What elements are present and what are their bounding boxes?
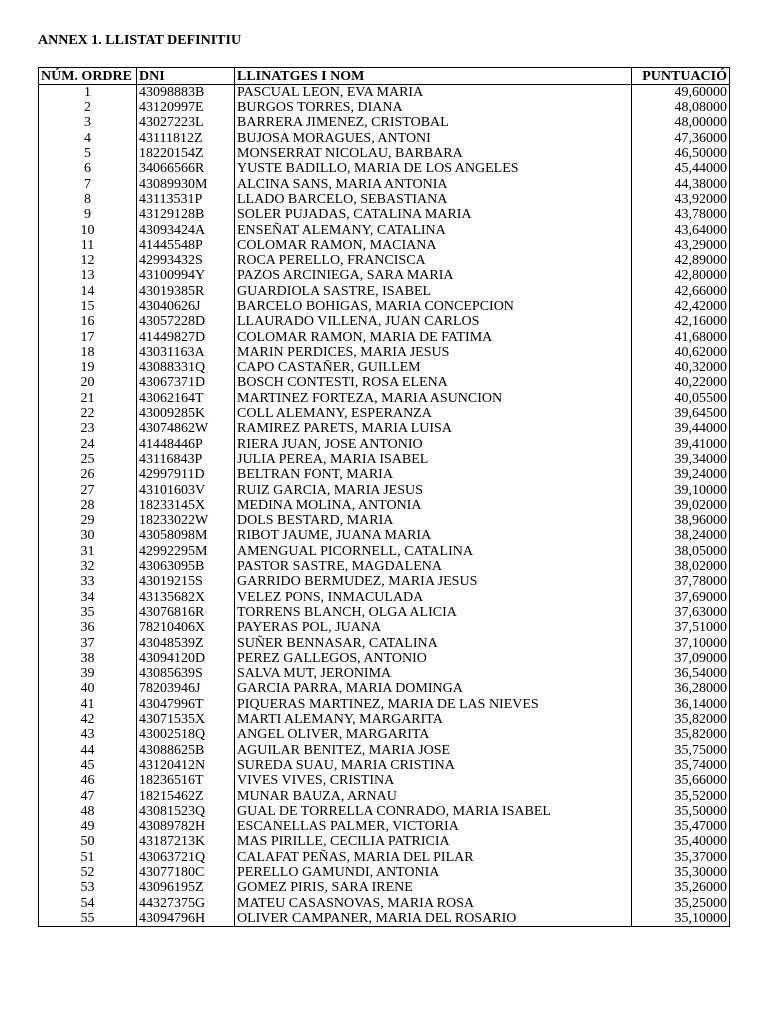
name-cell: AGUILAR BENITEZ, MARIA JOSE: [235, 742, 632, 757]
table-row: [39, 85, 730, 101]
name-cell: COLOMAR RAMON, MARIA DE FATIMA: [235, 329, 632, 344]
name-cell: MARIN PERDICES, MARIA JESUS: [235, 345, 632, 360]
name-cell: VELEZ PONS, INMACULADA: [235, 590, 632, 605]
ordre-cell: 1: [39, 85, 137, 101]
ordre-cell: 13: [39, 268, 137, 283]
table-row: [39, 834, 730, 849]
ordre-cell: 54: [39, 895, 137, 910]
dni-cell: 43116843P: [137, 452, 235, 467]
table-row: [39, 314, 730, 329]
score-cell: 37,09000: [632, 651, 730, 666]
dni-cell: 43062164T: [137, 391, 235, 406]
dni-cell: 43048539Z: [137, 635, 235, 650]
ordre-cell: 26: [39, 467, 137, 482]
name-cell: TORRENS BLANCH, OLGA ALICIA: [235, 605, 632, 620]
table-row: [39, 819, 730, 834]
name-cell: BUJOSA MORAGUES, ANTONI: [235, 131, 632, 146]
ordre-cell: 42: [39, 712, 137, 727]
dni-cell: 43081523Q: [137, 804, 235, 819]
score-cell: 43,92000: [632, 192, 730, 207]
table-row: [39, 544, 730, 559]
table-row: [39, 804, 730, 819]
name-cell: OLIVER CAMPANER, MARIA DEL ROSARIO: [235, 911, 632, 927]
dni-cell: 43019215S: [137, 574, 235, 589]
dni-cell: 43098883B: [137, 85, 235, 101]
ordre-cell: 40: [39, 681, 137, 696]
score-cell: 37,10000: [632, 635, 730, 650]
score-cell: 42,16000: [632, 314, 730, 329]
score-cell: 35,75000: [632, 742, 730, 757]
ordre-cell: 11: [39, 238, 137, 253]
ordre-cell: 45: [39, 758, 137, 773]
ordre-cell: 21: [39, 391, 137, 406]
name-cell: SUÑER BENNASAR, CATALINA: [235, 635, 632, 650]
table-row: [39, 773, 730, 788]
dni-cell: 43089782H: [137, 819, 235, 834]
ordre-cell: 39: [39, 666, 137, 681]
score-cell: 35,26000: [632, 880, 730, 895]
table-row: [39, 284, 730, 299]
dni-cell: 43047996T: [137, 697, 235, 712]
score-cell: 35,82000: [632, 727, 730, 742]
dni-cell: 42992295M: [137, 544, 235, 559]
dni-cell: 78210406X: [137, 620, 235, 635]
ordre-cell: 30: [39, 528, 137, 543]
score-cell: 38,02000: [632, 559, 730, 574]
table-row: [39, 253, 730, 268]
dni-cell: 43113531P: [137, 192, 235, 207]
score-cell: 42,66000: [632, 284, 730, 299]
column-header-nom: LLINATGES I NOM: [235, 68, 632, 85]
name-cell: MUNAR BAUZA, ARNAU: [235, 788, 632, 803]
dni-cell: 18233022W: [137, 513, 235, 528]
score-cell: 43,78000: [632, 207, 730, 222]
name-cell: PAZOS ARCINIEGA, SARA MARIA: [235, 268, 632, 283]
score-cell: 35,47000: [632, 819, 730, 834]
ordre-cell: 52: [39, 865, 137, 880]
table-row: [39, 666, 730, 681]
table-header-row: [39, 68, 730, 85]
score-cell: 35,40000: [632, 834, 730, 849]
dni-cell: 43074862W: [137, 421, 235, 436]
table-row: [39, 161, 730, 176]
dni-cell: 18236516T: [137, 773, 235, 788]
score-cell: 38,24000: [632, 528, 730, 543]
dni-cell: 43120997E: [137, 100, 235, 115]
ordre-cell: 15: [39, 299, 137, 314]
table-row: [39, 590, 730, 605]
table-row: [39, 574, 730, 589]
ordre-cell: 50: [39, 834, 137, 849]
ordre-cell: 44: [39, 742, 137, 757]
name-cell: PERELLO GAMUNDI, ANTONIA: [235, 865, 632, 880]
table-row: [39, 146, 730, 161]
table-row: [39, 437, 730, 452]
score-cell: 36,54000: [632, 666, 730, 681]
name-cell: MEDINA MOLINA, ANTONIA: [235, 498, 632, 513]
name-cell: RIERA JUAN, JOSE ANTONIO: [235, 437, 632, 452]
dni-cell: 18233145X: [137, 498, 235, 513]
dni-cell: 43100994Y: [137, 268, 235, 283]
dni-cell: 42997911D: [137, 467, 235, 482]
name-cell: BELTRAN FONT, MARIA: [235, 467, 632, 482]
dni-cell: 43063095B: [137, 559, 235, 574]
dni-cell: 43111812Z: [137, 131, 235, 146]
ordre-cell: 36: [39, 620, 137, 635]
name-cell: PASTOR SASTRE, MAGDALENA: [235, 559, 632, 574]
dni-cell: 43094120D: [137, 651, 235, 666]
dni-cell: 43058098M: [137, 528, 235, 543]
dni-cell: 78203946J: [137, 681, 235, 696]
ordre-cell: 55: [39, 911, 137, 927]
name-cell: MONSERRAT NICOLAU, BARBARA: [235, 146, 632, 161]
name-cell: MAS PIRILLE, CECILIA PATRICIA: [235, 834, 632, 849]
table-row: [39, 528, 730, 543]
name-cell: ENSEÑAT ALEMANY, CATALINA: [235, 222, 632, 237]
ordre-cell: 24: [39, 437, 137, 452]
score-cell: 39,44000: [632, 421, 730, 436]
dni-cell: 43077180C: [137, 865, 235, 880]
name-cell: MARTI ALEMANY, MARGARITA: [235, 712, 632, 727]
score-cell: 40,22000: [632, 375, 730, 390]
name-cell: LLAURADO VILLENA, JUAN CARLOS: [235, 314, 632, 329]
ordre-cell: 16: [39, 314, 137, 329]
name-cell: PEREZ GALLEGOS, ANTONIO: [235, 651, 632, 666]
score-cell: 38,96000: [632, 513, 730, 528]
dni-cell: 41445548P: [137, 238, 235, 253]
dni-cell: 43067371D: [137, 375, 235, 390]
name-cell: PAYERAS POL, JUANA: [235, 620, 632, 635]
name-cell: VIVES VIVES, CRISTINA: [235, 773, 632, 788]
score-cell: 37,63000: [632, 605, 730, 620]
ordre-cell: 18: [39, 345, 137, 360]
table-row: [39, 375, 730, 390]
score-cell: 45,44000: [632, 161, 730, 176]
ordre-cell: 2: [39, 100, 137, 115]
table-row: [39, 299, 730, 314]
ordre-cell: 28: [39, 498, 137, 513]
score-cell: 39,10000: [632, 482, 730, 497]
table-row: [39, 391, 730, 406]
ordre-cell: 35: [39, 605, 137, 620]
table-row: [39, 360, 730, 375]
score-cell: 40,05500: [632, 391, 730, 406]
table-row: [39, 620, 730, 635]
score-cell: 35,30000: [632, 865, 730, 880]
score-cell: 40,62000: [632, 345, 730, 360]
ordre-cell: 37: [39, 635, 137, 650]
table-row: [39, 115, 730, 130]
ordre-cell: 29: [39, 513, 137, 528]
dni-cell: 43135682X: [137, 590, 235, 605]
table-row: [39, 498, 730, 513]
score-cell: 43,29000: [632, 238, 730, 253]
name-cell: ANGEL OLIVER, MARGARITA: [235, 727, 632, 742]
name-cell: ESCANELLAS PALMER, VICTORIA: [235, 819, 632, 834]
ordre-cell: 4: [39, 131, 137, 146]
dni-cell: 43027223L: [137, 115, 235, 130]
table-row: [39, 635, 730, 650]
score-cell: 46,50000: [632, 146, 730, 161]
score-cell: 42,89000: [632, 253, 730, 268]
ordre-cell: 48: [39, 804, 137, 819]
dni-cell: 18220154Z: [137, 146, 235, 161]
table-row: [39, 222, 730, 237]
table-row: [39, 131, 730, 146]
name-cell: SALVA MUT, JERONIMA: [235, 666, 632, 681]
score-cell: 39,64500: [632, 406, 730, 421]
table-row: [39, 727, 730, 742]
name-cell: GARCIA PARRA, MARIA DOMINGA: [235, 681, 632, 696]
score-cell: 43,64000: [632, 222, 730, 237]
name-cell: ALCINA SANS, MARIA ANTONIA: [235, 176, 632, 191]
column-header-puntuacio: PUNTUACIÓ: [632, 68, 730, 85]
ordre-cell: 47: [39, 788, 137, 803]
ordre-cell: 8: [39, 192, 137, 207]
table-row: [39, 712, 730, 727]
table-row: [39, 865, 730, 880]
ordre-cell: 20: [39, 375, 137, 390]
score-cell: 35,74000: [632, 758, 730, 773]
name-cell: RAMIREZ PARETS, MARIA LUISA: [235, 421, 632, 436]
dni-cell: 41449827D: [137, 329, 235, 344]
dni-cell: 43096195Z: [137, 880, 235, 895]
score-cell: 49,60000: [632, 85, 730, 101]
table-row: [39, 697, 730, 712]
name-cell: BARRERA JIMENEZ, CRISTOBAL: [235, 115, 632, 130]
ordre-cell: 53: [39, 880, 137, 895]
dni-cell: 43088331Q: [137, 360, 235, 375]
score-cell: 35,66000: [632, 773, 730, 788]
score-cell: 47,36000: [632, 131, 730, 146]
ordre-cell: 46: [39, 773, 137, 788]
ordre-cell: 9: [39, 207, 137, 222]
ordre-cell: 33: [39, 574, 137, 589]
ordre-cell: 51: [39, 850, 137, 865]
table-row: [39, 605, 730, 620]
name-cell: MARTINEZ FORTEZA, MARIA ASUNCION: [235, 391, 632, 406]
dni-cell: 43076816R: [137, 605, 235, 620]
name-cell: AMENGUAL PICORNELL, CATALINA: [235, 544, 632, 559]
ordre-cell: 3: [39, 115, 137, 130]
table-row: [39, 207, 730, 222]
table-row: [39, 742, 730, 757]
table-row: [39, 911, 730, 927]
dni-cell: 44327375G: [137, 895, 235, 910]
dni-cell: 43019385R: [137, 284, 235, 299]
table-row: [39, 850, 730, 865]
ordre-cell: 7: [39, 176, 137, 191]
table-row: [39, 513, 730, 528]
dni-cell: 43129128B: [137, 207, 235, 222]
score-cell: 42,42000: [632, 299, 730, 314]
name-cell: SOLER PUJADAS, CATALINA MARIA: [235, 207, 632, 222]
dni-cell: 43009285K: [137, 406, 235, 421]
ordre-cell: 27: [39, 482, 137, 497]
table-row: [39, 880, 730, 895]
table-row: [39, 559, 730, 574]
name-cell: CAPO CASTAÑER, GUILLEM: [235, 360, 632, 375]
table-row: [39, 452, 730, 467]
ordre-cell: 23: [39, 421, 137, 436]
name-cell: LLADO BARCELO, SEBASTIANA: [235, 192, 632, 207]
table-row: [39, 176, 730, 191]
score-cell: 36,28000: [632, 681, 730, 696]
dni-cell: 43089930M: [137, 176, 235, 191]
dni-cell: 34066566R: [137, 161, 235, 176]
table-row: [39, 329, 730, 344]
name-cell: GUAL DE TORRELLA CONRADO, MARIA ISABEL: [235, 804, 632, 819]
name-cell: SUREDA SUAU, MARIA CRISTINA: [235, 758, 632, 773]
score-cell: 35,37000: [632, 850, 730, 865]
score-cell: 48,00000: [632, 115, 730, 130]
ordre-cell: 12: [39, 253, 137, 268]
table-row: [39, 345, 730, 360]
name-cell: CALAFAT PEÑAS, MARIA DEL PILAR: [235, 850, 632, 865]
ordre-cell: 14: [39, 284, 137, 299]
score-cell: 37,51000: [632, 620, 730, 635]
dni-cell: 43094796H: [137, 911, 235, 927]
dni-cell: 43040626J: [137, 299, 235, 314]
table-body: [39, 85, 730, 927]
dni-cell: 43088625B: [137, 742, 235, 757]
ordre-cell: 31: [39, 544, 137, 559]
table-row: [39, 758, 730, 773]
score-cell: 35,82000: [632, 712, 730, 727]
name-cell: BURGOS TORRES, DIANA: [235, 100, 632, 115]
name-cell: DOLS BESTARD, MARIA: [235, 513, 632, 528]
name-cell: COLL ALEMANY, ESPERANZA: [235, 406, 632, 421]
ordre-cell: 32: [39, 559, 137, 574]
score-cell: 37,78000: [632, 574, 730, 589]
score-cell: 36,14000: [632, 697, 730, 712]
definitive-list-table: [38, 67, 730, 927]
name-cell: GOMEZ PIRIS, SARA IRENE: [235, 880, 632, 895]
dni-cell: 43101603V: [137, 482, 235, 497]
dni-cell: 41448446P: [137, 437, 235, 452]
score-cell: 39,24000: [632, 467, 730, 482]
name-cell: COLOMAR RAMON, MACIANA: [235, 238, 632, 253]
score-cell: 41,68000: [632, 329, 730, 344]
score-cell: 35,10000: [632, 911, 730, 927]
name-cell: ROCA PERELLO, FRANCISCA: [235, 253, 632, 268]
ordre-cell: 10: [39, 222, 137, 237]
score-cell: 42,80000: [632, 268, 730, 283]
ordre-cell: 38: [39, 651, 137, 666]
score-cell: 39,34000: [632, 452, 730, 467]
table-row: [39, 406, 730, 421]
dni-cell: 43071535X: [137, 712, 235, 727]
dni-cell: 43063721Q: [137, 850, 235, 865]
score-cell: 37,69000: [632, 590, 730, 605]
table-row: [39, 482, 730, 497]
score-cell: 35,52000: [632, 788, 730, 803]
document-title: ANNEX 1. LLISTAT DEFINITIU: [38, 33, 242, 48]
ordre-cell: 19: [39, 360, 137, 375]
name-cell: GUARDIOLA SASTRE, ISABEL: [235, 284, 632, 299]
score-cell: 48,08000: [632, 100, 730, 115]
ordre-cell: 43: [39, 727, 137, 742]
score-cell: 39,41000: [632, 437, 730, 452]
ordre-cell: 49: [39, 819, 137, 834]
table-row: [39, 788, 730, 803]
dni-cell: 43002518Q: [137, 727, 235, 742]
table-row: [39, 467, 730, 482]
ordre-cell: 34: [39, 590, 137, 605]
table-row: [39, 895, 730, 910]
dni-cell: 43093424A: [137, 222, 235, 237]
dni-cell: 18215462Z: [137, 788, 235, 803]
table-row: [39, 651, 730, 666]
dni-cell: 43031163A: [137, 345, 235, 360]
dni-cell: 43187213K: [137, 834, 235, 849]
table-row: [39, 192, 730, 207]
column-header-ordre: NÚM. ORDRE: [39, 68, 137, 85]
score-cell: 35,25000: [632, 895, 730, 910]
score-cell: 40,32000: [632, 360, 730, 375]
ordre-cell: 5: [39, 146, 137, 161]
name-cell: RUIZ GARCIA, MARIA JESUS: [235, 482, 632, 497]
dni-cell: 43057228D: [137, 314, 235, 329]
score-cell: 35,50000: [632, 804, 730, 819]
name-cell: YUSTE BADILLO, MARIA DE LOS ANGELES: [235, 161, 632, 176]
ordre-cell: 22: [39, 406, 137, 421]
table-row: [39, 268, 730, 283]
dni-cell: 43085639S: [137, 666, 235, 681]
ordre-cell: 25: [39, 452, 137, 467]
name-cell: GARRIDO BERMUDEZ, MARIA JESUS: [235, 574, 632, 589]
name-cell: BARCELO BOHIGAS, MARIA CONCEPCION: [235, 299, 632, 314]
table-row: [39, 100, 730, 115]
table-row: [39, 238, 730, 253]
dni-cell: 43120412N: [137, 758, 235, 773]
name-cell: PIQUERAS MARTINEZ, MARIA DE LAS NIEVES: [235, 697, 632, 712]
score-cell: 38,05000: [632, 544, 730, 559]
score-cell: 44,38000: [632, 176, 730, 191]
score-cell: 39,02000: [632, 498, 730, 513]
column-header-dni: DNI: [137, 68, 235, 85]
name-cell: MATEU CASASNOVAS, MARIA ROSA: [235, 895, 632, 910]
ordre-cell: 17: [39, 329, 137, 344]
table-row: [39, 421, 730, 436]
table-row: [39, 681, 730, 696]
dni-cell: 42993432S: [137, 253, 235, 268]
name-cell: JULIA PEREA, MARIA ISABEL: [235, 452, 632, 467]
ordre-cell: 6: [39, 161, 137, 176]
ordre-cell: 41: [39, 697, 137, 712]
name-cell: BOSCH CONTESTI, ROSA ELENA: [235, 375, 632, 390]
name-cell: RIBOT JAUME, JUANA MARIA: [235, 528, 632, 543]
name-cell: PASCUAL LEON, EVA MARIA: [235, 85, 632, 101]
